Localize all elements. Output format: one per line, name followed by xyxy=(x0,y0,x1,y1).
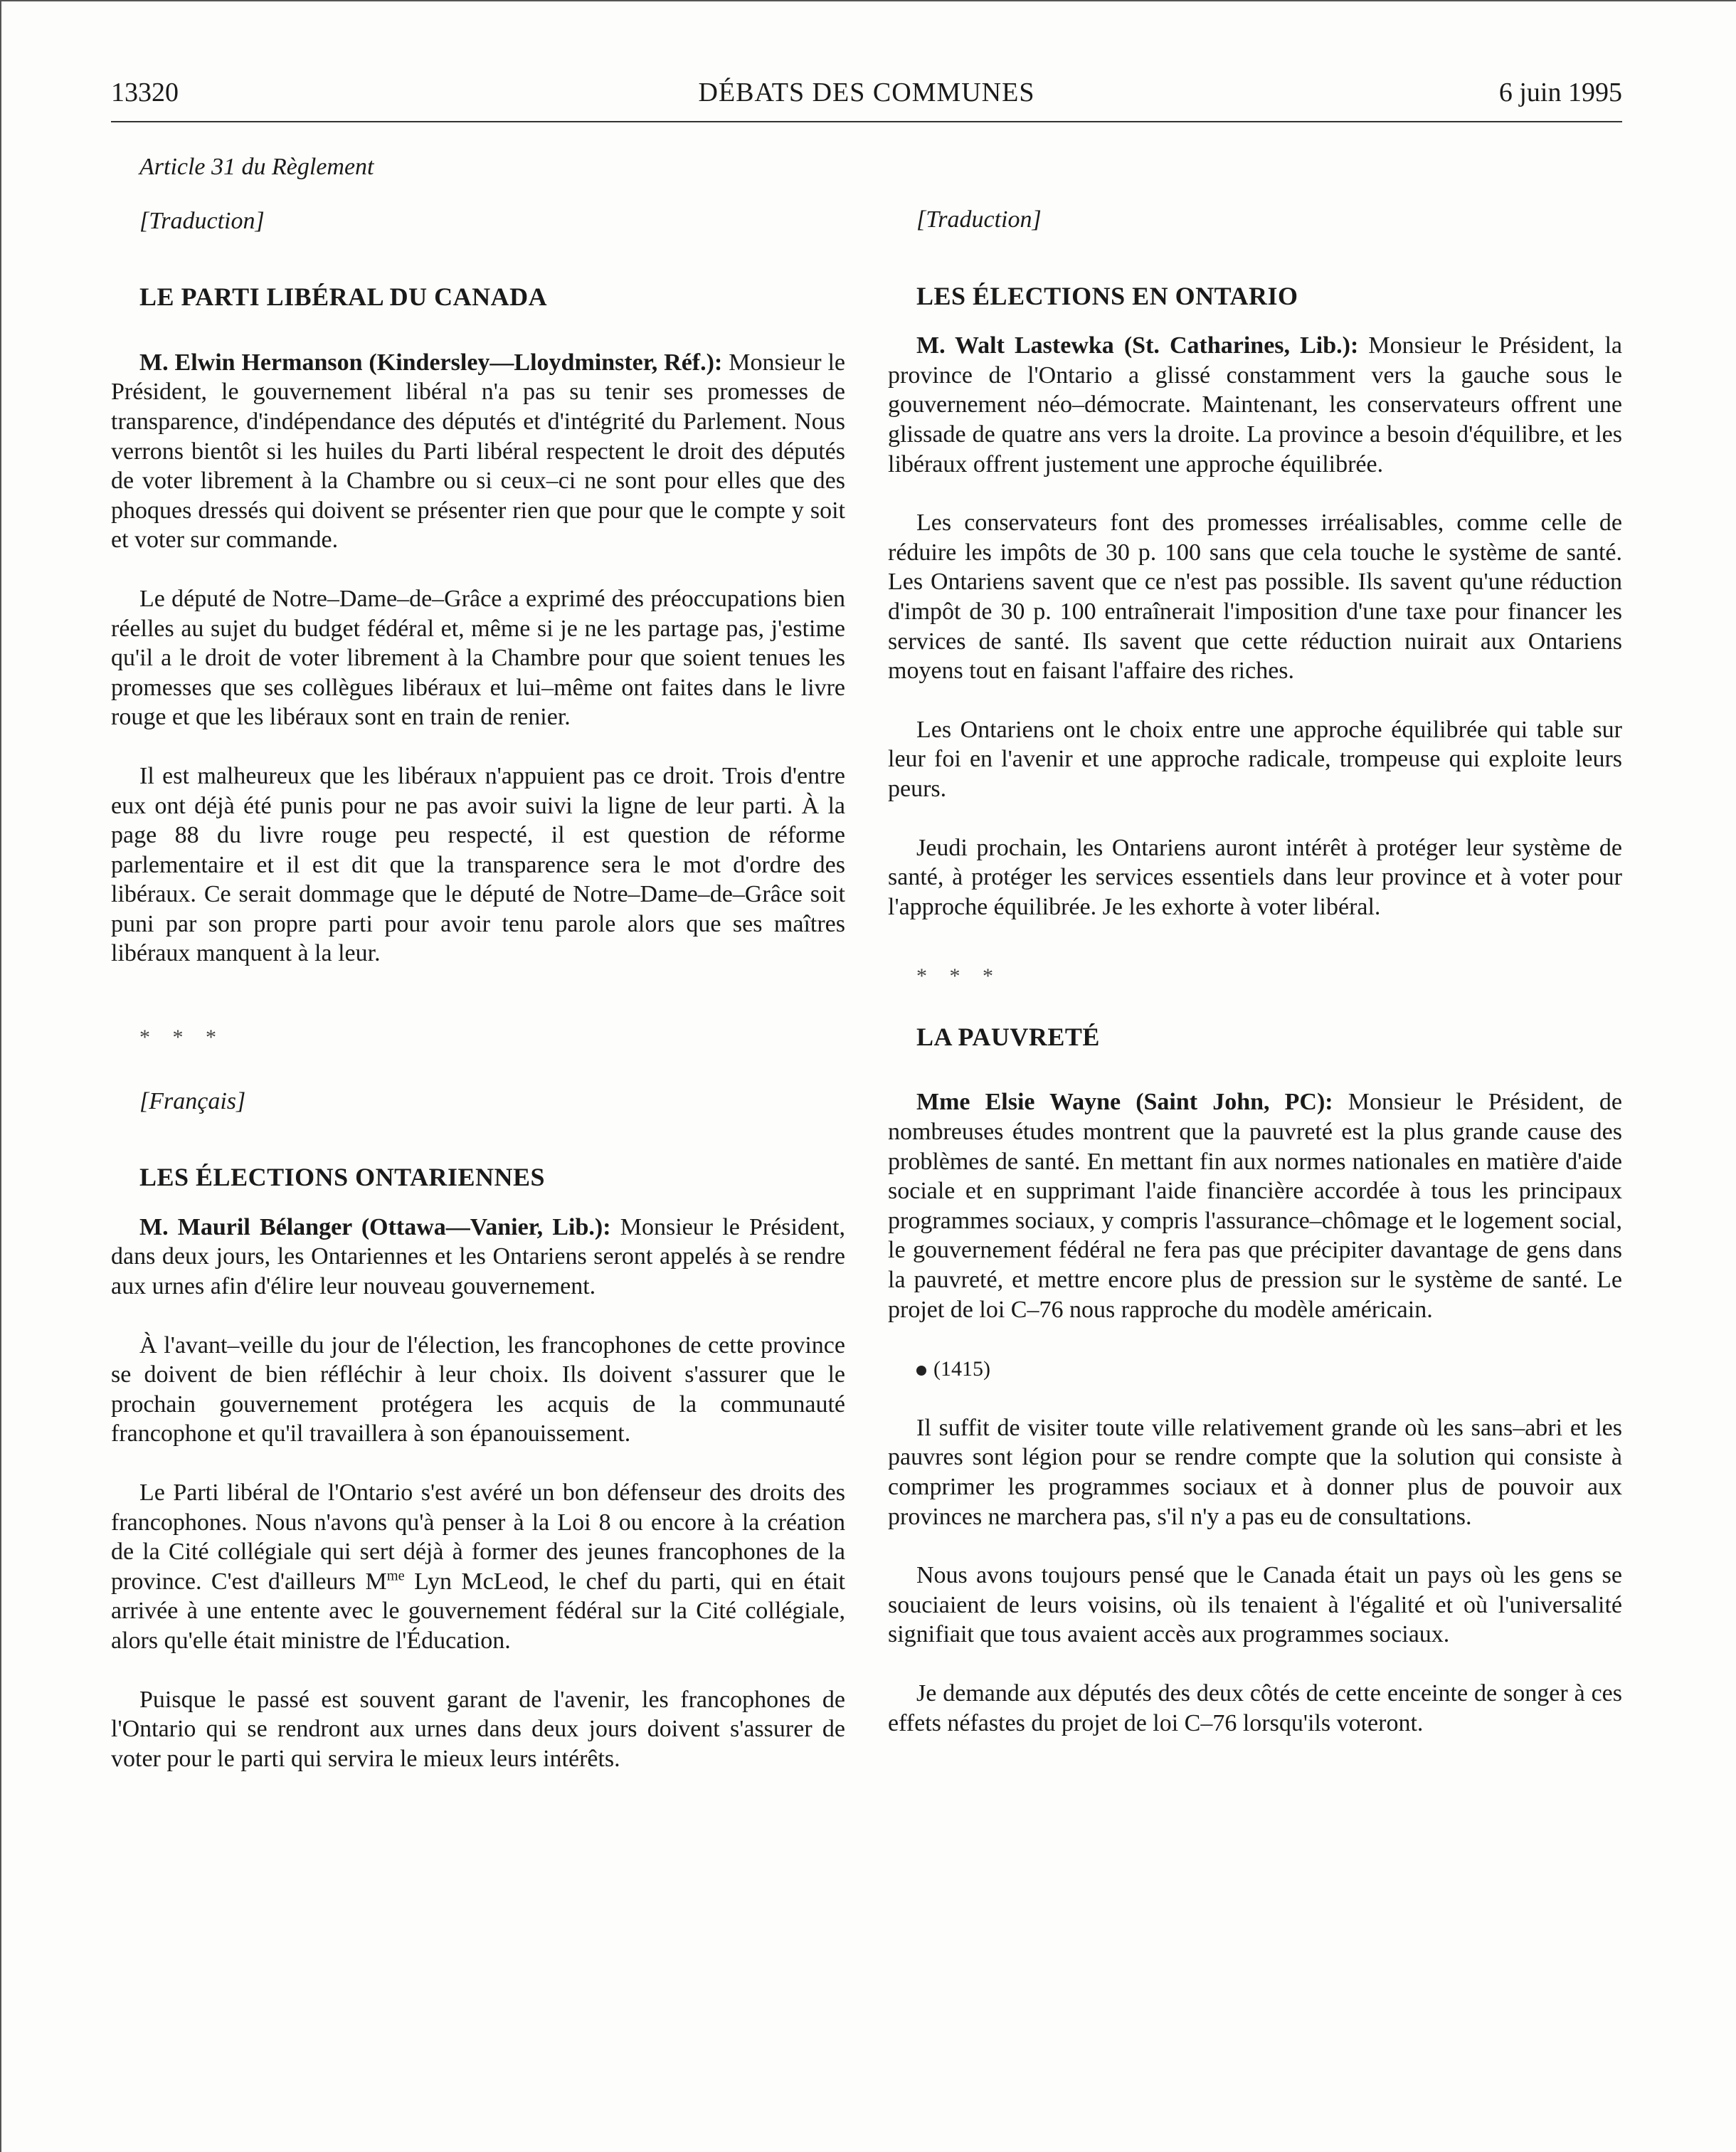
section-heading: LA PAUVRETÉ xyxy=(916,1022,1100,1051)
statement-paragraph: Je demande aux députés des deux côtés de cette enceinte de songer à ces effets néfastes du projet de loi C–76 lorsqu'ils voteront. xyxy=(888,1679,1622,1736)
speaker-name: M. Elwin Hermanson (Kindersley—Lloydminster, Réf.): xyxy=(139,349,723,376)
statement-paragraph: Nous avons toujours pensé que le Canada était un pays où les gens se souciaient de leurs voisins, où ils tenaient à l'égalité et où l'universalité signifiait que tous avaient accès aux programmes sociaux. xyxy=(888,1562,1622,1648)
statement-paragraph: Puisque le passé est souvent garant de l'avenir, les francophones de l'Ontario qui se rendront aux urnes dans deux jours doivent s'assurer de voter pour le parti qui servira le mieux leurs intérêts. xyxy=(111,1686,845,1772)
statement-paragraph: Le Parti libéral de l'Ontario s'est avéré un bon défenseur des droits des francophones. Nous n'avons qu'à penser à la Loi 8 ou encore à la création de la Cité collégiale qui sert déjà à former des jeunes francophones de la province. C'est d'ailleurs $M^{me}$ Lyn McLeod, le chef du parti, qui en était arrivée à une entente avec le gouvernement fédéral sur la Cité collégiale, alors qu'elle était ministre de l'Éducation. xyxy=(111,1480,845,1654)
statement-text: Monsieur le Président, de nombreuses études montrent que la pauvreté est la plus grande cause des problèmes de santé. En mettant fin aux normes nationales en matière d'aide sociale et en supprimant l'aide financière accordée à tous les principaux programmes sociaux, y compris l'assurance–chômage et le logement social, le gouvernement fédéral ne fera pas que précipiter davantage de gens dans la pauvreté, et mettre encore plus de pression sur le système de santé. Le projet de loi C–76 nous rapproche du modèle américain. xyxy=(888,1089,1623,1323)
bullet-icon xyxy=(916,1366,926,1376)
statement-paragraph: Les Ontariens ont le choix entre une approche équilibrée qui table sur leur foi en l'avenir et une approche radicale, trompeuse qui exploite leurs peurs. xyxy=(888,716,1622,802)
page-number: 13320 xyxy=(111,78,179,107)
translation-tag: [Traduction] xyxy=(139,207,265,234)
right-column xyxy=(888,149,1622,1738)
statement-paragraph: Il suffit de visiter toute ville relativement grande où les sans–abri et les pauvres sont légion pour se rendre compte que la solution qui consiste à comprimer les programmes sociaux et à donner plus de pouvoir aux provinces ne marchera pas, s'il n'y a pas eu de consultations. xyxy=(888,1414,1622,1530)
header-rule xyxy=(111,121,1622,122)
speaker-name: M. Mauril Bélanger (Ottawa—Vanier, Lib.): xyxy=(139,1213,611,1240)
speaker-name: Mme Elsie Wayne (Saint John, PC): xyxy=(916,1089,1333,1116)
statement-text: Monsieur le Président, le gouvernement libéral n'a pas su tenir ses promesses de transparence, d'indépendance des députés et d'intégrité du Parlement. Nous verrons bientôt si les huiles du Parti libéral respectent le droit des députés de voter librement à la Chambre ou si ceux–ci ne sont pour elles que des phoques dressés qui doivent se présenter rien que pour que le compte y soit et voter sur commande. xyxy=(111,349,846,554)
section-heading: LES ÉLECTIONS ONTARIENNES xyxy=(139,1163,546,1192)
rule-reference: Article 31 du Règlement xyxy=(139,154,374,180)
page-date: 6 juin 1995 xyxy=(1498,78,1622,107)
section-heading: LE PARTI LIBÉRAL DU CANADA xyxy=(139,283,548,312)
statement-paragraph xyxy=(111,1213,845,1302)
speaker-name: M. Walt Lastewka (St. Catharines, Lib.): xyxy=(916,332,1359,359)
statement-text: Monsieur le Président, la province de l'Ontario a glissé constamment vers la gauche sous le gouvernement néo–démocrate. Maintenant, les conservateurs offrent une glissade de quatre ans vers la droite. La province a besoin d'équilibre, et les libéraux offrent justement une approche équilibrée. xyxy=(888,332,1622,478)
section-separator: * * * xyxy=(916,964,1002,988)
timestamp: (1415) xyxy=(888,1354,1622,1384)
language-tag: [Français] xyxy=(139,1087,246,1114)
left-column xyxy=(111,149,845,1773)
statement-paragraph: Jeudi prochain, les Ontariens auront intérêt à protéger leur système de santé, à protéger les services essentiels dans leur province et à voter pour l'approche équilibrée. Je les exhorte à voter libéral. xyxy=(888,834,1622,920)
page-header xyxy=(111,77,1622,122)
statement-text: Monsieur le Président, dans deux jours, les Ontariennes et les Ontariens seront appelés à se rendre aux urnes afin d'élire leur nouveau gouvernement. xyxy=(111,1213,846,1300)
translation-tag: [Traduction] xyxy=(916,206,1042,233)
statement-paragraph: Il est malheureux que les libéraux n'appuient pas ce droit. Trois d'entre eux ont déjà été punis pour ne pas avoir suivi la ligne de leur parti. À la page 88 du livre rouge peu respecté, il est question de réforme parlementaire et il est dit que la transparence sera le mot d'ordre des libéraux. Ce serait dommage que le député de Notre–Dame–de–Grâce soit puni par son propre parti pour avoir tenu parole alors que ses maîtres libéraux manquent à la leur. xyxy=(111,762,845,967)
journal-title: DÉBATS DES COMMUNES xyxy=(698,78,1035,107)
superscript-abbrev: me xyxy=(386,1568,405,1584)
statement-paragraph xyxy=(888,331,1622,479)
section-heading: LES ÉLECTIONS EN ONTARIO xyxy=(916,281,1298,310)
statement-paragraph: Les conservateurs font des promesses irréalisables, comme celle de réduire les impôts de 30 p. 100 sans que cela touche le système de santé. Les Ontariens savent que ce n'est pas possible. Ils savent qu'une réduction d'impôt de 30 p. 100 entraînerait l'imposition d'une taxe pour financer les services de santé. Ils savent que cette réduction nuirait aux Ontariens moyens tout en faisant l'affaire des riches. xyxy=(888,510,1622,685)
statement-paragraph xyxy=(111,348,845,555)
section-separator: * * * xyxy=(139,1025,225,1050)
statement-paragraph: Le député de Notre–Dame–de–Grâce a exprimé des préoccupations bien réelles au sujet du budget fédéral et, même si je ne les partage pas, j'estime qu'il a le droit de voter librement à la Chambre pour que soient tenues les promesses que ses collègues libéraux et lui–même ont faites dans le livre rouge et que les libéraux sont en train de renier. xyxy=(111,585,845,731)
statement-paragraph: À l'avant–veille du jour de l'élection, les francophones de cette province se doivent de bien réfléchir à leur choix. Ils doivent s'assurer que le prochain gouvernement protégera les acquis de la communauté francophone et qu'il travaillera à son épanouissement. xyxy=(111,1331,845,1447)
statement-paragraph xyxy=(888,1087,1622,1324)
